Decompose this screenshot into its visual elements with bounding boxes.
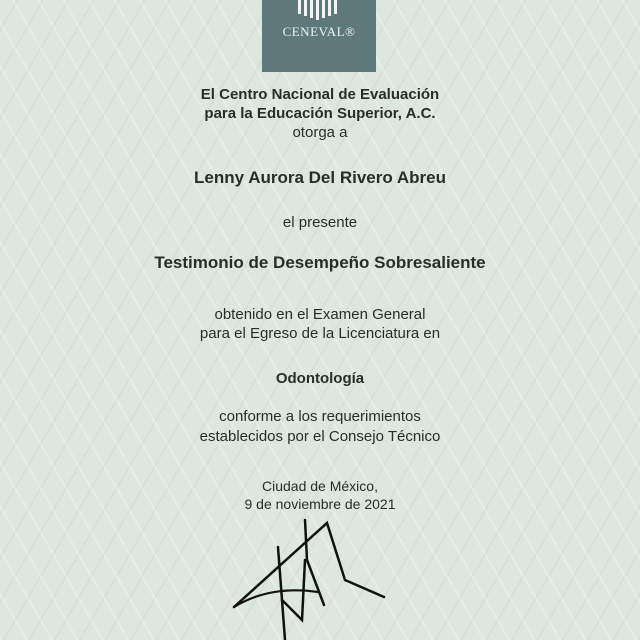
issuer-line-3: otorga a [292,124,348,141]
exam-line-1: obtenido en el Examen General [214,306,426,323]
requirements-line-1: conforme a los requerimientos [219,408,421,425]
date: 9 de noviembre de 2021 [244,496,396,512]
degree-name: Odontología [275,370,365,387]
logo-text: CENEVAL® [282,24,356,39]
el-presente: el presente [282,214,358,231]
requirements-line-2: establecidos por el Consejo Técnico [199,428,441,445]
award-title: Testimonio de Desempeño Sobresaliente [154,253,486,272]
issuer-line-1: El Centro Nacional de Evaluación [200,86,440,103]
recipient-name: Lenny Aurora Del Rivero Abreu [194,168,446,187]
exam-line-2: para el Egreso de la Licenciatura en [199,325,441,342]
issuer-line-2: para la Educación Superior, A.C. [204,105,436,122]
place: Ciudad de México, [262,478,378,494]
